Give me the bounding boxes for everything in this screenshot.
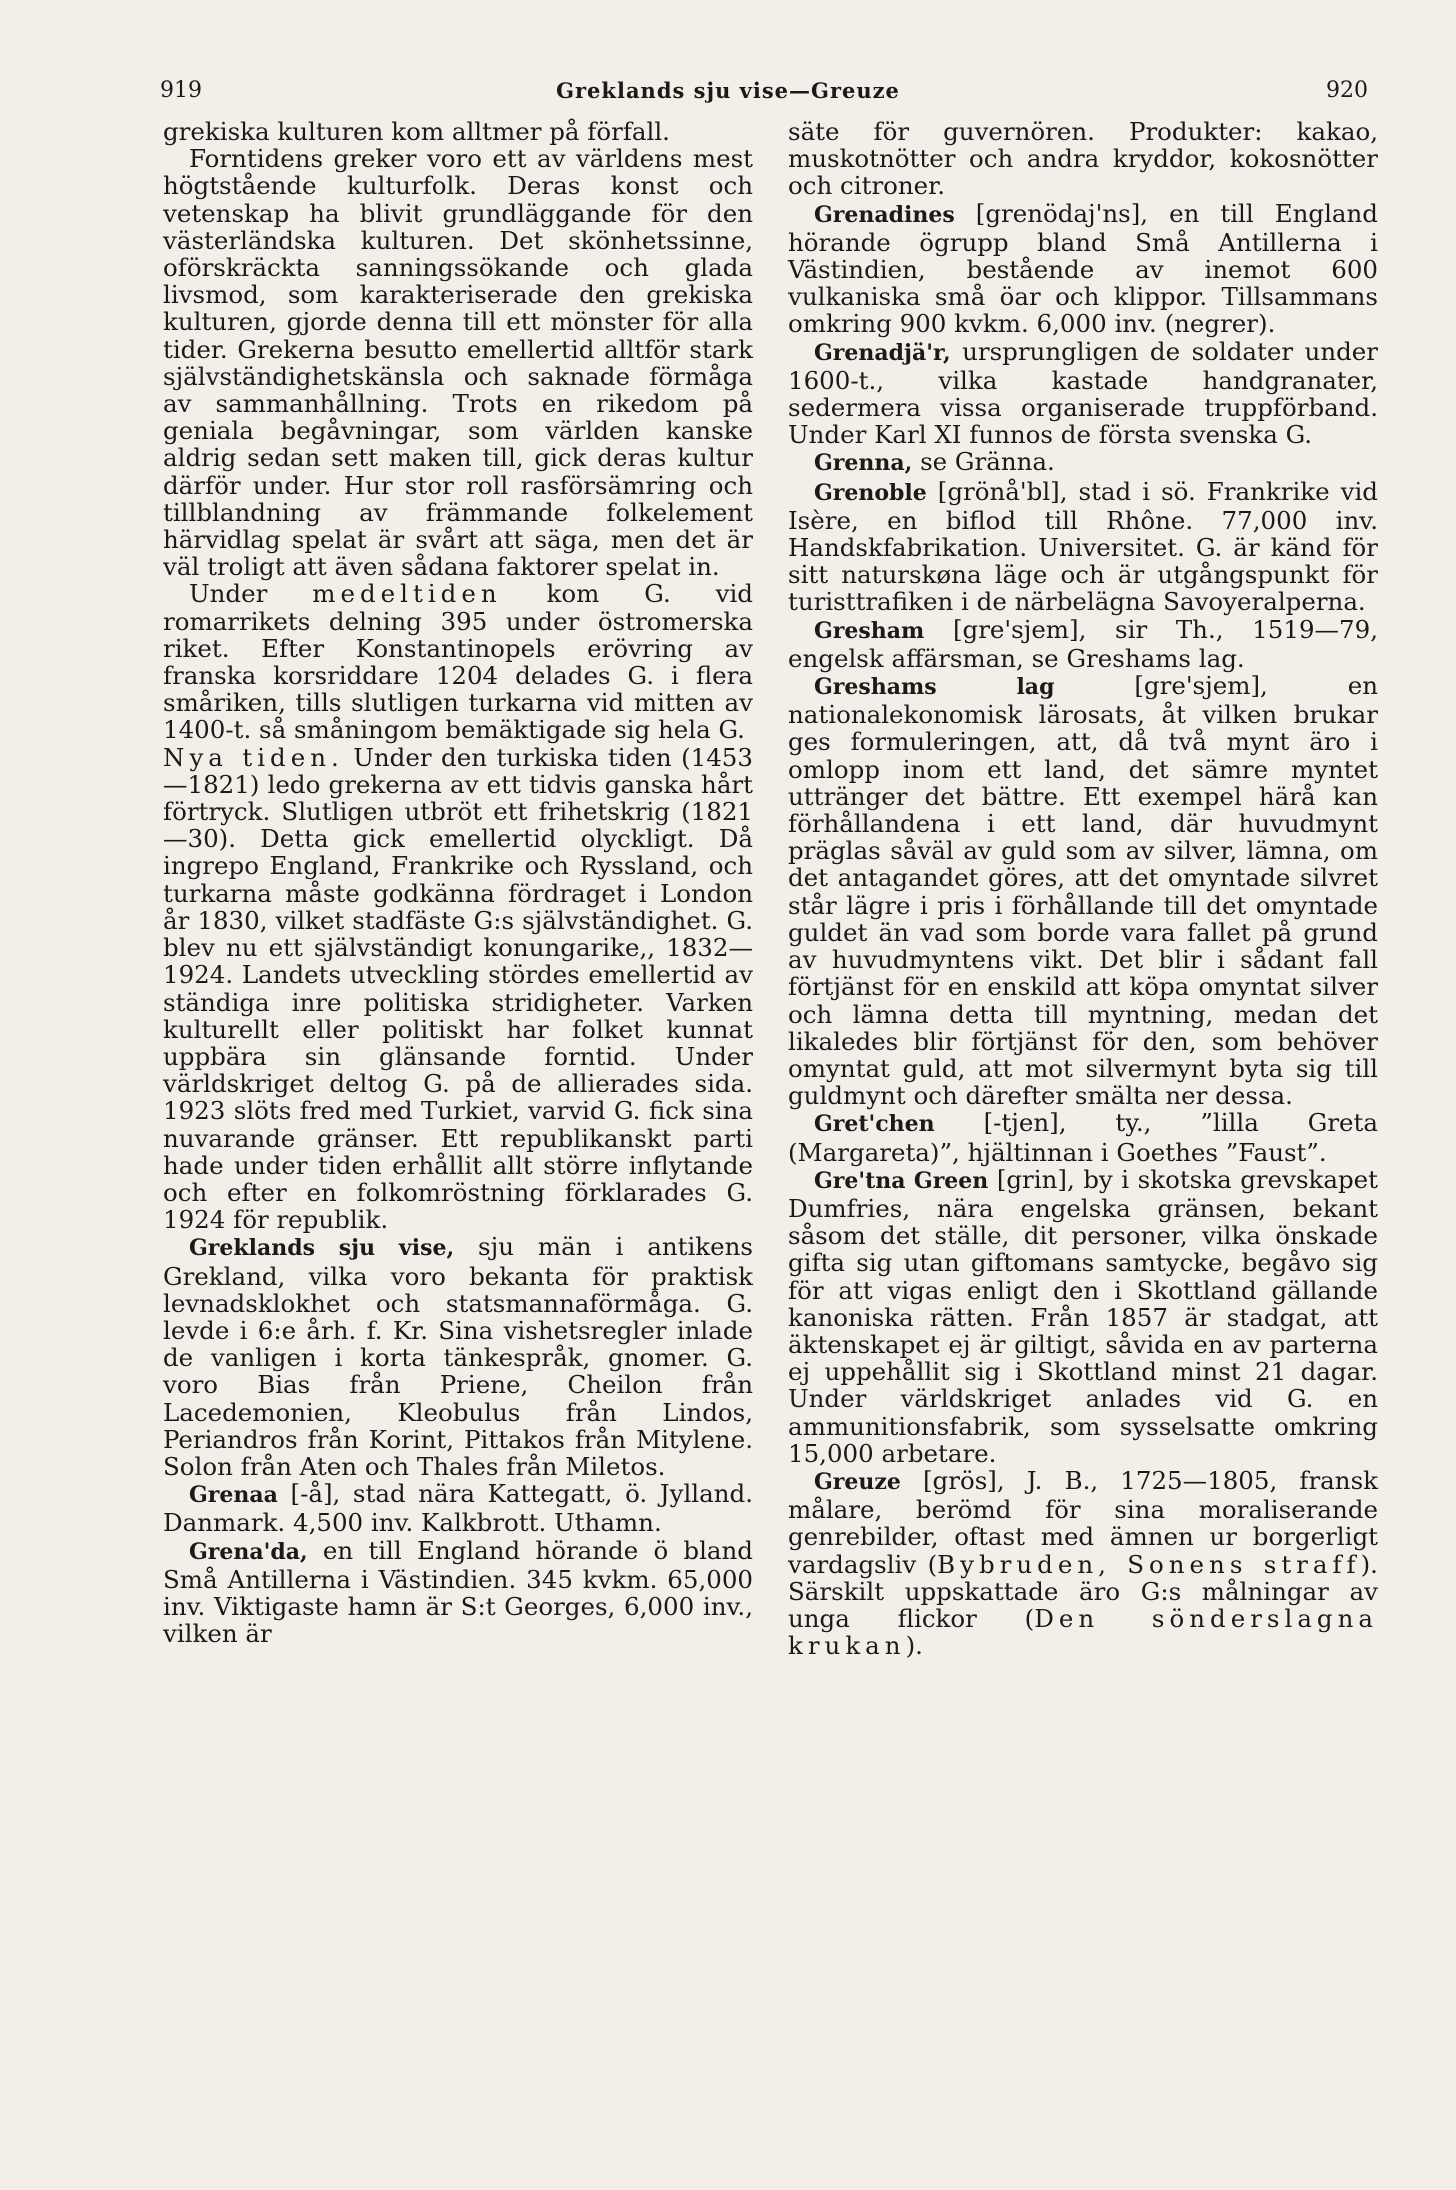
- spaced-emphasis: Bybruden, Sonens straff: [937, 1549, 1361, 1579]
- dictionary-entry: [163, 1537, 753, 1648]
- entry-text: [gre'sjem], sir Th., 1519—79, engelsk affärsman, se Greshams lag.: [788, 614, 1378, 673]
- dictionary-entry: [788, 1166, 1378, 1467]
- entry-text: Forntidens greker voro ett av världens mest högtstående kulturfolk. Deras konst och vetenskap ha blivit grundläggande för den västerländska kulturen. Det skönhetssinne, oförskräckta sanningssökande och glada livsmod, som karakteriserade den grekiska kulturen, gjorde denna till ett mönster för alla tider. Grekerna besutto emellertid alltför stark självständighetskänsla och saknade förmåga av sammanhållning. Trots en rikedom på geniala begåvningar, som världen kanske aldrig sedan sett maken till, gick deras kultur därför under. Hur stor roll rasförsämring och tillblandning av främmande folkelement härvidlag spelat är svårt att säga, men det är väl troligt att även sådana faktorer spelat in.: [163, 144, 753, 582]
- entry-headword: Grenaa: [189, 1482, 278, 1509]
- dictionary-entry: [788, 1467, 1378, 1659]
- entry-text: [gre'sjem], en nationalekonomisk lärosats, åt vilken brukar ges formuleringen, att, då två mynt äro i omlopp inom ett land, det sämre myntet uttränger det bättre. Ett exempel härå kan förhållandena i ett land, där huvudmynt präglas såväl av guld som av silver, lämna, om det antagandet göres, att det omyntade silvret står lägre i pris i förhållande till det omyntade guldet än vad som borde vara fallet på grund av huvudmyntens vikt. Det blir i sådant fall förtjänst för en enskild att köpa omyntat silver och lämna detta till myntning, medan det likaledes blir förtjänst för den, som behöver omyntat guld, att mot silvermynt byta sig till guldmynt och därefter smälta ner dessa.: [788, 671, 1378, 1111]
- dictionary-entry: [788, 338, 1378, 449]
- entry-headword: Greuze: [814, 1468, 901, 1495]
- entry-headword: Gresham: [814, 617, 925, 644]
- entry-text: se Gränna.: [912, 447, 1055, 477]
- dictionary-entry: [788, 478, 1378, 616]
- left-column: [163, 118, 753, 1647]
- dictionary-entry: [788, 448, 1378, 477]
- entry-headword: Grenadjä'r,: [814, 339, 951, 366]
- entry-headword: Grena'da,: [189, 1538, 308, 1565]
- text-paragraph: [163, 118, 753, 145]
- page-header: [0, 78, 1456, 110]
- entry-text: ).: [905, 1631, 923, 1661]
- spaced-emphasis: medeltiden: [312, 579, 502, 609]
- dictionary-entry: [788, 672, 1378, 1109]
- entry-text: ursprungligen de soldater under 1600-t., vilka kastade handgranater, sedermera vissa organiserade truppförband. Under Karl XI funnos de första svenska G.: [788, 336, 1378, 450]
- text-paragraph: [163, 744, 753, 1234]
- entry-text: [grönå'bl], stad i sö. Frankrike vid Isère, en biflod till Rhône. 77,000 inv. Handskfabrikation. Universitet. G. är känd för sitt naturskøna läge och är utgångspunkt för turisttrafiken i de närbelägna Savoyeralperna.: [788, 476, 1378, 617]
- entry-text: Under: [189, 579, 313, 609]
- dictionary-entry: [788, 616, 1378, 672]
- entry-headword: Grenadines: [814, 201, 955, 228]
- page-number-right: 920: [1326, 78, 1368, 103]
- page-number-left: 919: [160, 78, 202, 103]
- entry-headword: Greshams lag: [814, 674, 1055, 701]
- entry-text: sju män i antikens Grekland, vilka voro bekanta för praktisk levnadsklokhet och statsmannaförmåga. G. levde i 6:e årh. f. Kr. Sina vishetsregler inlade de vanligen i korta tänkespråk, gnomer. G. voro Bias från Priene, Cheilon från Lacedemonien, Kleobulus från Lindos, Periandros från Korint, Pittakos från Mitylene. Solon från Aten och Thales från Miletos.: [163, 1232, 753, 1481]
- entry-text: Under den turkiska tiden (1453—1821) ledo grekerna av ett tidvis ganska hårt förtryck. Slutligen utbröt ett frihetskrig (1821—30). Detta gick emellertid olyckligt. Då ingrepo England, Frankrike och Ryssland, och turkarna måste godkänna fördraget i London år 1830, vilket stadfäste G:s självständighet. G. blev nu ett självständigt konungarike,, 1832—1924. Landets utveckling stördes emellertid av ständiga inre politiska stridigheter. Varken kulturellt eller politiskt har folket kunnat uppbära sin glänsande forntid. Under världskriget deltog G. på de allierades sida. 1923 slöts fred med Turkiet, varvid G. fick sina nuvarande gränser. Ett republikanskt parti hade under tiden erhållit allt större inflytande och efter en folkomröstning förklarades G. 1924 för republik.: [163, 742, 753, 1235]
- entry-text: kom G. vid romarrikets delning 395 under östromerska riket. Efter Konstantinopels erövring av franska korsriddare 1204 delades G. i flera småriken, tills slutligen turkarna vid mitten av 1400-t. så småningom bemäktigade sig hela G.: [163, 579, 753, 745]
- entry-headword: Grenna,: [814, 450, 913, 477]
- dictionary-entry: [788, 1109, 1378, 1165]
- dictionary-entry: [788, 200, 1378, 338]
- running-head: Greklands sju vise—Greuze: [556, 78, 900, 103]
- entry-text: [-tjen], ty., ”lilla Greta (Margareta)”, hjältinnan i Goethes ”Faust”.: [788, 1108, 1378, 1167]
- dictionary-entry: [163, 1480, 753, 1536]
- spaced-emphasis: Den sönderslagna krukan: [788, 1603, 1378, 1661]
- text-paragraph: [163, 145, 753, 580]
- entry-headword: Greklands sju vise,: [189, 1235, 455, 1262]
- entry-text: [grös], J. B., 1725—1805, fransk målare, berömd för sina moraliserande genrebilder, oftast med ämnen ur borgerligt vardagsliv (: [788, 1465, 1378, 1579]
- right-column: [788, 118, 1378, 1659]
- entry-text: [-å], stad nära Kattegatt, ö. Jylland. Danmark. 4,500 inv. Kalkbrott. Uthamn.: [163, 1479, 753, 1538]
- text-paragraph: [788, 118, 1378, 200]
- entry-text: en till England hörande ö bland Små Antillerna i Västindien. 345 kvkm. 65,000 inv. Viktigaste hamn är S:t Georges, 6,000 inv., vilken är: [163, 1535, 753, 1649]
- entry-headword: Gret'chen: [814, 1111, 935, 1138]
- entry-headword: Grenoble: [814, 479, 927, 506]
- dictionary-entry: [163, 1233, 753, 1480]
- entry-text: ). Särskilt uppskattade äro G:s målningar av unga flickor (: [788, 1549, 1378, 1633]
- entry-text: grekiska kulturen kom alltmer på förfall.: [163, 117, 670, 146]
- entry-text: säte för guvernören. Produkter: kakao, muskotnötter och andra kryddor, kokosnötter och citroner.: [788, 117, 1378, 201]
- entry-text: [grin], by i skotska grevskapet Dumfries, nära engelska gränsen, bekant såsom det ställe, dit personer, vilka önskade gifta sig utan giftomans samtycke, begåvo sig för att vigas enligt den i Skottland gällande kanoniska rätten. Från 1857 är stadgat, att äktenskapet ej är giltigt, såvida en av parterna ej uppehållit sig i Skottland minst 21 dagar. Under världskriget anlades vid G. en ammunitionsfabrik, som sysselsatte omkring 15,000 arbetare.: [788, 1164, 1378, 1468]
- text-paragraph: [163, 580, 753, 743]
- spaced-emphasis: Nya tiden.: [163, 742, 344, 772]
- entry-headword: Gre'tna Green: [814, 1167, 989, 1194]
- entry-text: [grenödaj'ns], en till England hörande ögrupp bland Små Antillerna i Västindien, bestående av inemot 600 vulkaniska små öar och klippor. Tillsammans omkring 900 kvkm. 6,000 inv. (negrer).: [788, 198, 1378, 339]
